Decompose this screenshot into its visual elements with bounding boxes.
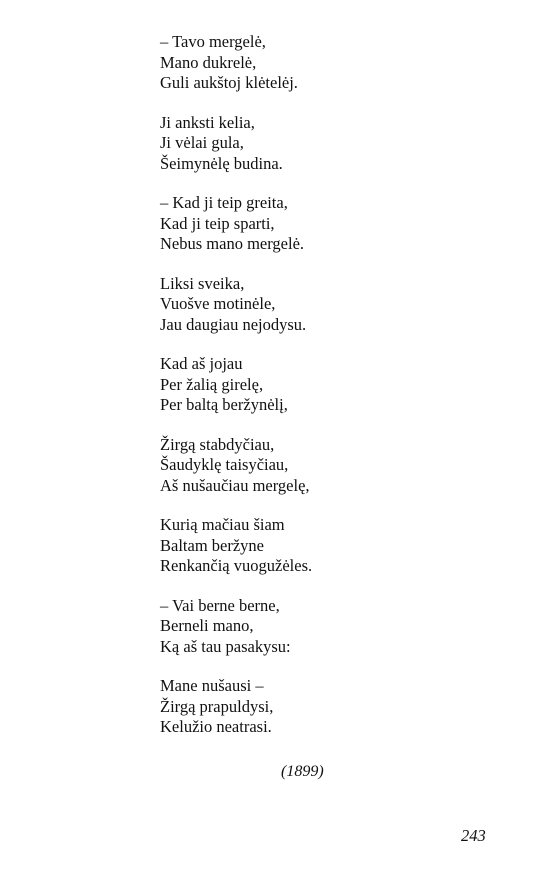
poem-line: – Vai berne berne, [160,595,280,615]
stanza-9 [160,676,520,738]
poem-year: (1899) [281,763,324,780]
poem-line: Aš nušaučiau mergelę, [160,475,310,495]
stanza-4 [160,274,520,336]
poem-line: Žirgą prapuldysi, [160,696,274,716]
poem-line: Nebus mano mergelė. [160,234,305,253]
poem-line: Ji anksti kelia, [160,112,255,132]
poem-line: Kad ji teip sparti, [160,213,275,233]
poem-line: – Tavo mergelė, [160,32,266,51]
stanza-3 [160,193,520,255]
poem-line: Per baltą beržynėlį, [160,395,288,414]
poem-line: Vuošve motinėle, [160,294,276,313]
poem-line: Mano dukrelė, [160,52,257,72]
poem-line: Ji vėlai gula, [160,133,244,152]
poem-line: – Kad ji teip greita, [160,193,288,212]
poem-line: Liksi sveika, [160,273,245,293]
poem-line: Šeimynėlę budina. [160,153,283,173]
poem [160,32,520,757]
poem-line: Žirgą stabdyčiau, [160,434,275,454]
stanza-8 [160,596,520,658]
stanza-6 [160,435,520,497]
stanza-2 [160,113,520,175]
poem-line: Per žalią girelę, [160,374,264,394]
stanza-7 [160,515,520,577]
poem-line: Baltam beržyne [160,535,264,555]
poem-line: Berneli mano, [160,616,254,635]
poem-line: Kad aš jojau [160,354,243,373]
poem-line: Guli aukštoj klėtelėj. [160,73,298,92]
poem-line: Šaudyklę taisyčiau, [160,455,289,474]
poem-line: Ką aš tau pasakysu: [160,636,291,656]
poem-line: Kurią mačiau šiam [160,515,285,534]
page-number: 243 [461,826,486,845]
poem-line: Renkančią vuogužėles. [160,556,313,575]
stanza-5 [160,354,520,416]
poem-line: Mane nušausi – [160,676,264,695]
poem-line: Jau daugiau nejodysu. [160,314,307,334]
stanza-1 [160,32,520,94]
poem-line: Kelužio neatrasi. [160,717,272,736]
